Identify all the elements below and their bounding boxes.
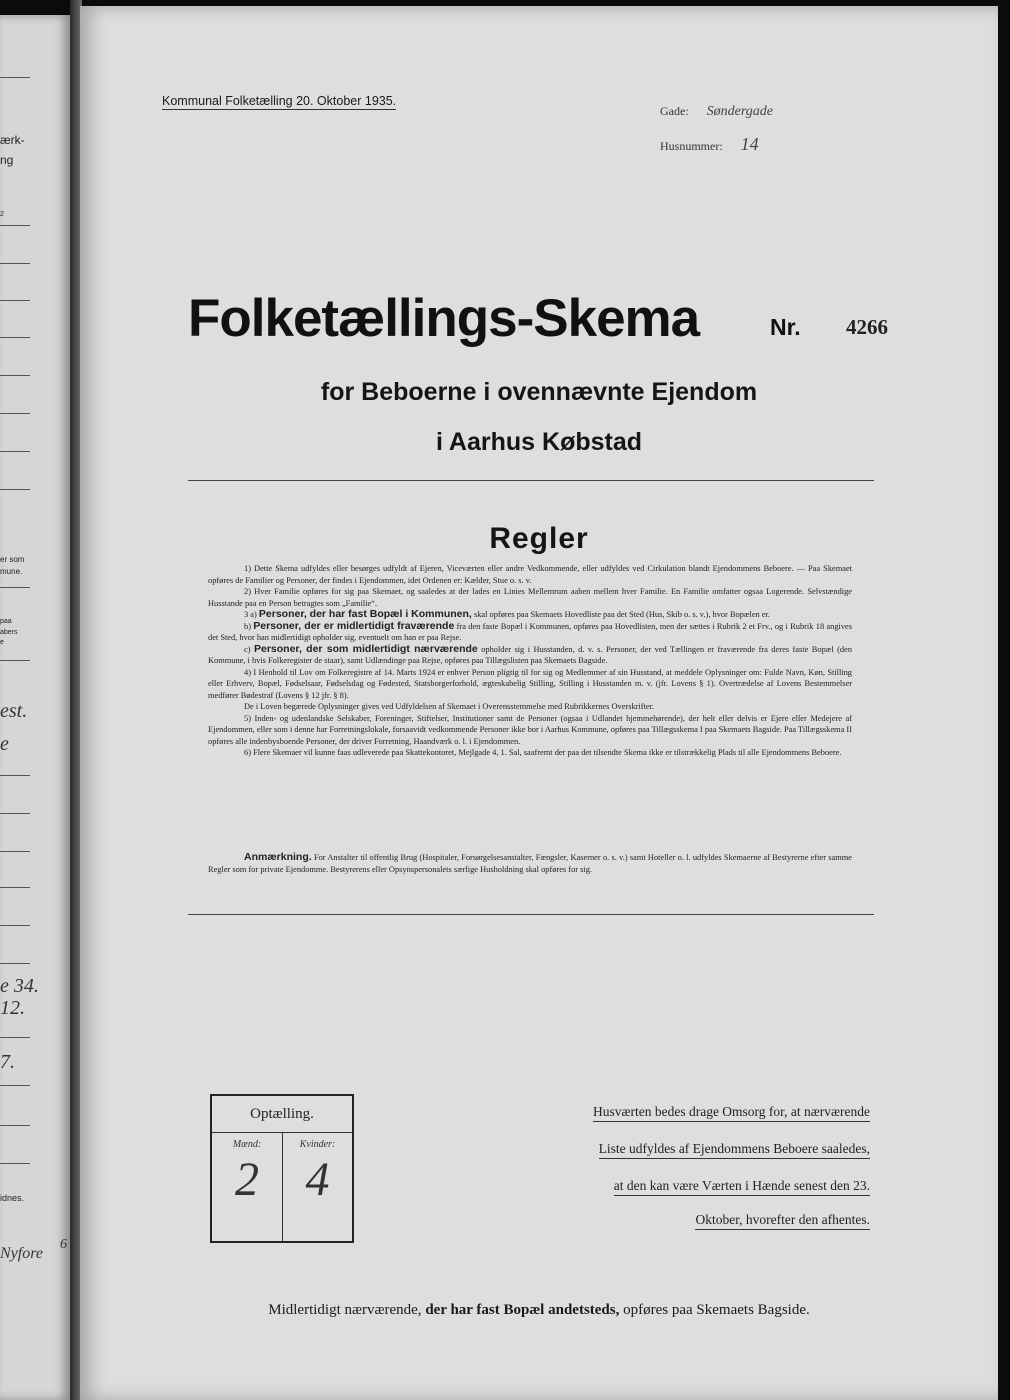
ruled-line — [0, 925, 30, 926]
count-box-title: Optælling. — [212, 1096, 352, 1133]
rule-4: 4) I Henhold til Lov om Folkeregistre af 14. Marts 1924 er enhver Person pligtig til for sig og Medlemmer af sin Husstand, at meddele Oplysninger om: Fulde Navn, Køn, Stilling eller Erhverv, Bopæl, Fødselsaar, Fødselsdag og Fødested, Statsborgerforhold, ægteskabelig Stilling, Stilling i Husstanden m. v. (jfr. Lovens § 1). Overtrædelse af Lovens Bestemmelser medfører Bødestraf (Lovens § 12 jfr. § 8). — [208, 667, 852, 700]
handwritten-note: 7. — [0, 1051, 15, 1073]
ruled-line — [0, 587, 30, 588]
ruled-line — [0, 660, 30, 661]
remark-text: For Anstalter til offentlig Brug (Hospitaler, Forsørgelsesanstalter, Fængsler, Kaserner o. s. v.) samt Hoteller o. l. udfyldes Skemaerne af Bestyrerne efter samme Regler som for private Ejendomme. Bestyrerens eller Opsynspersonalets særlige Husholdning skal opføres for sig. — [208, 853, 852, 874]
landlord-instruction-line: at den kan være Værten i Hænde senest den 23. — [500, 1178, 870, 1194]
rules-text — [208, 563, 852, 759]
ruled-line — [0, 1037, 30, 1038]
landlord-instruction-line: Liste udfyldes af Ejendommens Beboere saaledes, — [500, 1141, 870, 1157]
ruled-line — [0, 1125, 30, 1126]
form-title: Folketællings-Skema — [188, 289, 700, 348]
census-title: Kommunal Folketælling 20. Oktober 1935. — [162, 94, 397, 108]
rule-1: 1) Dette Skema udfyldes eller besørges udfyldt af Ejeren, Viceværten eller andre Vedkommende, eller udfyldes ved Cirkulation blandt Ejendommens Beboere. — Paa Skemaet opføres de Familier og Personer, der findes i Ejendommen, idet Ordenen er: Kælder, Stue o. s. v. — [208, 564, 852, 585]
ruled-line — [0, 775, 30, 776]
ruled-line — [0, 963, 30, 964]
handwritten-note: est. — [0, 700, 28, 722]
handwritten-note: e — [0, 733, 9, 755]
form-subtitle: for Beboerne i ovennævnte Ejendom — [320, 378, 758, 406]
ruled-line — [0, 1163, 30, 1164]
form-number: 4266 — [846, 315, 888, 339]
women-column — [283, 1133, 352, 1241]
rules-heading: Regler — [489, 522, 589, 555]
street-label: Gade: — [660, 104, 689, 118]
ruled-line — [0, 887, 30, 888]
page-fragment: er som — [0, 555, 25, 564]
remark-label: Anmærkning. — [244, 851, 312, 863]
count-box — [210, 1094, 354, 1243]
rule-4b: De i Loven begærede Oplysninger gives ved Udfyldelsen af Skemaet i Overensstemmelse med Rubrikkernes Overskrifter. — [244, 702, 655, 711]
page-fragment: paa — [0, 618, 12, 625]
ruled-line — [0, 813, 30, 814]
house-number-field — [660, 134, 759, 155]
ruled-line — [0, 300, 30, 301]
ruled-line — [0, 263, 30, 264]
men-label: Mænd: — [232, 1139, 262, 1150]
ruled-line — [0, 413, 30, 414]
men-count: 2 — [235, 1153, 259, 1206]
divider — [188, 480, 874, 481]
ruled-line — [0, 77, 30, 78]
handwritten-note: 12. — [0, 997, 25, 1019]
ruled-line — [0, 451, 30, 452]
landlord-instruction-line: Husværten bedes drage Omsorg for, at nærværende — [500, 1104, 870, 1120]
page-fragment: idnes. — [0, 1193, 25, 1203]
ruled-line — [0, 489, 30, 490]
ruled-line — [0, 337, 30, 338]
census-form-page — [80, 6, 998, 1400]
women-count: 4 — [305, 1153, 330, 1206]
rule-3c: c) Personer, der som midlertidigt nærværende opholder sig i Husstanden, d. v. s. Personer, der ved Tællingen er fraværende fra deres faste Bopæl (den Kommune, i hvis Folkeregister de staar), samt Udlændinge paa Rejse, opføres paa Tillægslisten paa Skemaets Bagside. — [208, 642, 853, 665]
page-fragment: mune. — [0, 567, 23, 576]
men-column — [212, 1133, 283, 1241]
rule-3a: 3 a) Personer, der har fast Bopæl i Kommunen, skal opføres paa Skemaets Hovedliste paa det Sted (Hus, Skib o. s. v.), hvor Bopælen er. — [244, 608, 770, 620]
page-fragment: abers — [0, 629, 18, 636]
page-fragment: e — [0, 639, 4, 646]
street-value: Søndergade — [706, 104, 774, 119]
house-number-value: 14 — [740, 134, 759, 154]
form-municipality: i Aarhus Købstad — [435, 428, 643, 456]
remark-note — [208, 852, 852, 875]
page-fragment: ng — [0, 153, 14, 167]
street-field — [660, 102, 773, 120]
footer-note: Midlertidigt nærværende, der har fast Bopæl andetsteds, opføres paa Skemaets Bagside. — [268, 1302, 810, 1318]
page-fragment: ærk- — [0, 133, 25, 147]
handwritten-note: 6 — [60, 1237, 67, 1252]
women-label: Kvinder: — [299, 1139, 336, 1150]
adjacent-page — [0, 15, 70, 1400]
page-fragment: 2 — [0, 211, 4, 218]
divider — [188, 914, 874, 915]
ruled-line — [0, 851, 30, 852]
handwritten-note: Nyfore — [0, 1245, 43, 1262]
form-nr-label: Nr. — [770, 314, 801, 340]
landlord-instruction-line: Oktober, hvorefter den afhentes. — [500, 1212, 870, 1228]
rule-5: 5) Inden- og udenlandske Selskaber, Foreninger, Stiftelser, Institutioner samt de Personer (ogsaa i Udlandet hjemmehørende), der helt eller delvis er Ejere eller Medejere af Ejendommen, eller som i denne har Forretningslokale, forsaavidt vedkommende Personer ikke bor i Aarhus Kommune, opføres paa Tillægsskema I paa Skemaets Bagside. Paa Tillægsskema II opføres alle indenbysboende Personer, der driver Forretning, Haandværk o. l. i Ejendommen. — [208, 713, 852, 746]
rule-3b: b) Personer, der er midlertidigt fraværende fra den faste Bopæl i Kommunen, opføres paa Hovedlisten, men der sættes i Rubrik 2 et Frv., og i Rubrik 18 angives det Sted, hvor han midlertidigt opholder sig, eventuelt om han er paa Rejse. — [208, 619, 853, 642]
rule-6: 6) Flere Skemaer vil kunne faas udleverede paa Skattekontoret, Mejlgade 4, 1. Sal, saafremt der paa det tilsendte Skema ikke er tilstrækkelig Plads til alle Ejendommens Beboere. — [244, 748, 842, 757]
house-number-label: Husnummer: — [660, 139, 723, 153]
handwritten-note: e 34. — [0, 975, 39, 997]
ruled-line — [0, 225, 30, 226]
rule-2: 2) Hver Familie opføres for sig paa Skemaet, og saaledes at der lades en Linies Mellemrum aaben mellem hver Familie. En Familie omfatter ogsaa Logerende. Selvstændige Husstande paa en Person betragtes som „Familie“. — [208, 587, 852, 608]
ruled-line — [0, 1085, 30, 1086]
ruled-line — [0, 375, 30, 376]
